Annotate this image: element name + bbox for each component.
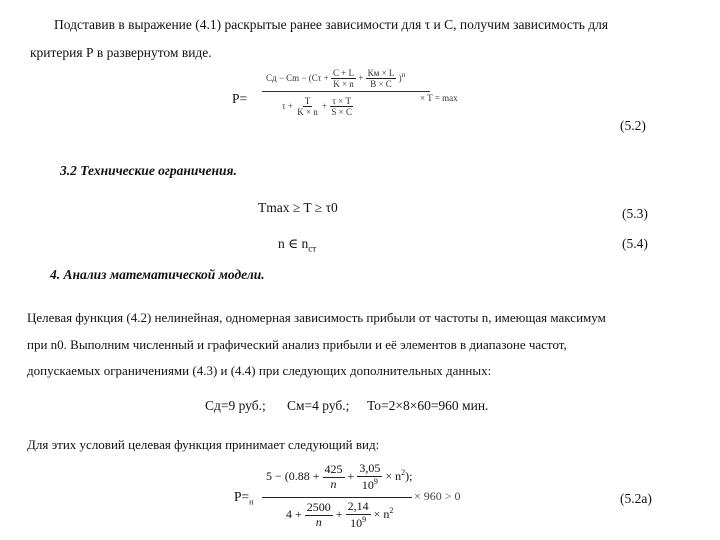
formula-5-2a-den-frac-2: $\frac{2,14}{10^9}$: [347, 499, 369, 530]
paragraph-line-1: Целевая функция (4.2) нелинейная, одномерная зависимость прибыли от частоты n, имеющая максимум: [27, 310, 606, 325]
formula-5-2-frac-c: $\frac{T}{K \times n}$: [297, 96, 318, 118]
formula-5-2-frac-b: $\frac{Км \times L}{B \times C}$: [367, 68, 395, 90]
paragraph-line-2: при n0. Выполним численный и графический анализ прибыли и её элементов в диапазоне частот,: [27, 337, 567, 352]
formula-5-2-frac-a: $\frac{C + L}{K \times n}$: [332, 68, 355, 90]
formula-5-2a-num-frac-2: $\frac{3,05}{10^9}$: [359, 461, 381, 492]
formula-5-2-main-bar: [262, 91, 430, 92]
section-heading-4: 4. Анализ математической модели.: [50, 267, 265, 282]
formula-5-2a-num-frac-1: $\frac{425}{n}$: [324, 462, 343, 491]
given-cm: См=4 руб.;: [287, 398, 350, 413]
formula-5-2-frac-d: $\frac{\tau \times T}{S \times C}$: [331, 96, 352, 118]
formula-5-2-denominator: τ + $\frac{T}{K \times n}$ + $\frac{\tau \times T}{S \times C}$: [282, 96, 352, 118]
equation-number-5-3: (5.3): [622, 206, 648, 221]
given-cd: Сд=9 руб.;: [205, 398, 266, 413]
equation-number-5-2: (5.2): [620, 118, 646, 133]
intro-line-2: критерия Р в развернутом виде.: [30, 45, 212, 60]
constraint-5-3: Tmax ≥ T ≥ τ0: [258, 200, 338, 215]
paragraph-line-3: допускаемых ограничениями (4.3) и (4.4) при следующих дополнительных данных:: [27, 363, 492, 378]
equation-number-5-4: (5.4): [622, 236, 648, 251]
formula-5-2a-denominator: 4 + $\frac{2500}{n}$ + $\frac{2,14}{10^9}$ × $n^2$: [286, 499, 394, 530]
final-sentence: Для этих условий целевая функция принимает следующий вид:: [27, 437, 380, 452]
section-heading-3-2: 3.2 Технические ограничения.: [60, 163, 237, 178]
intro-line-1: Подставив в выражение (4.1) раскрытые ранее зависимости для τ и С, получим зависимость для: [54, 17, 609, 32]
formula-5-2a-numerator: 5 − (0.88 + $\frac{425}{n}$ + $\frac{3,05}{10^9}$ × $n^2$);: [266, 461, 413, 492]
formula-5-2-numerator: Сд − Сm − (Сτ + $\frac{C + L}{K \times n}$ + $\frac{Км \times L}{B \times C}$ )$^n$: [266, 68, 406, 90]
formula-5-2a-main-bar: [262, 497, 412, 498]
given-to: То=2×8×60=960 мин.: [367, 398, 489, 413]
formula-5-2-rhs: × T = max: [420, 93, 458, 103]
formula-5-2a-rhs: × 960 > 0: [414, 489, 461, 503]
constraint-5-4: n ∈ $n_{ст}$: [278, 236, 317, 254]
equation-number-5-2a: (5.2а): [620, 491, 652, 506]
formula-5-2-lhs: P=: [232, 91, 248, 106]
formula-5-2a-den-frac-1: $\frac{2500}{n}$: [306, 500, 331, 529]
formula-5-2a-lhs: $P=_н$: [234, 489, 254, 507]
